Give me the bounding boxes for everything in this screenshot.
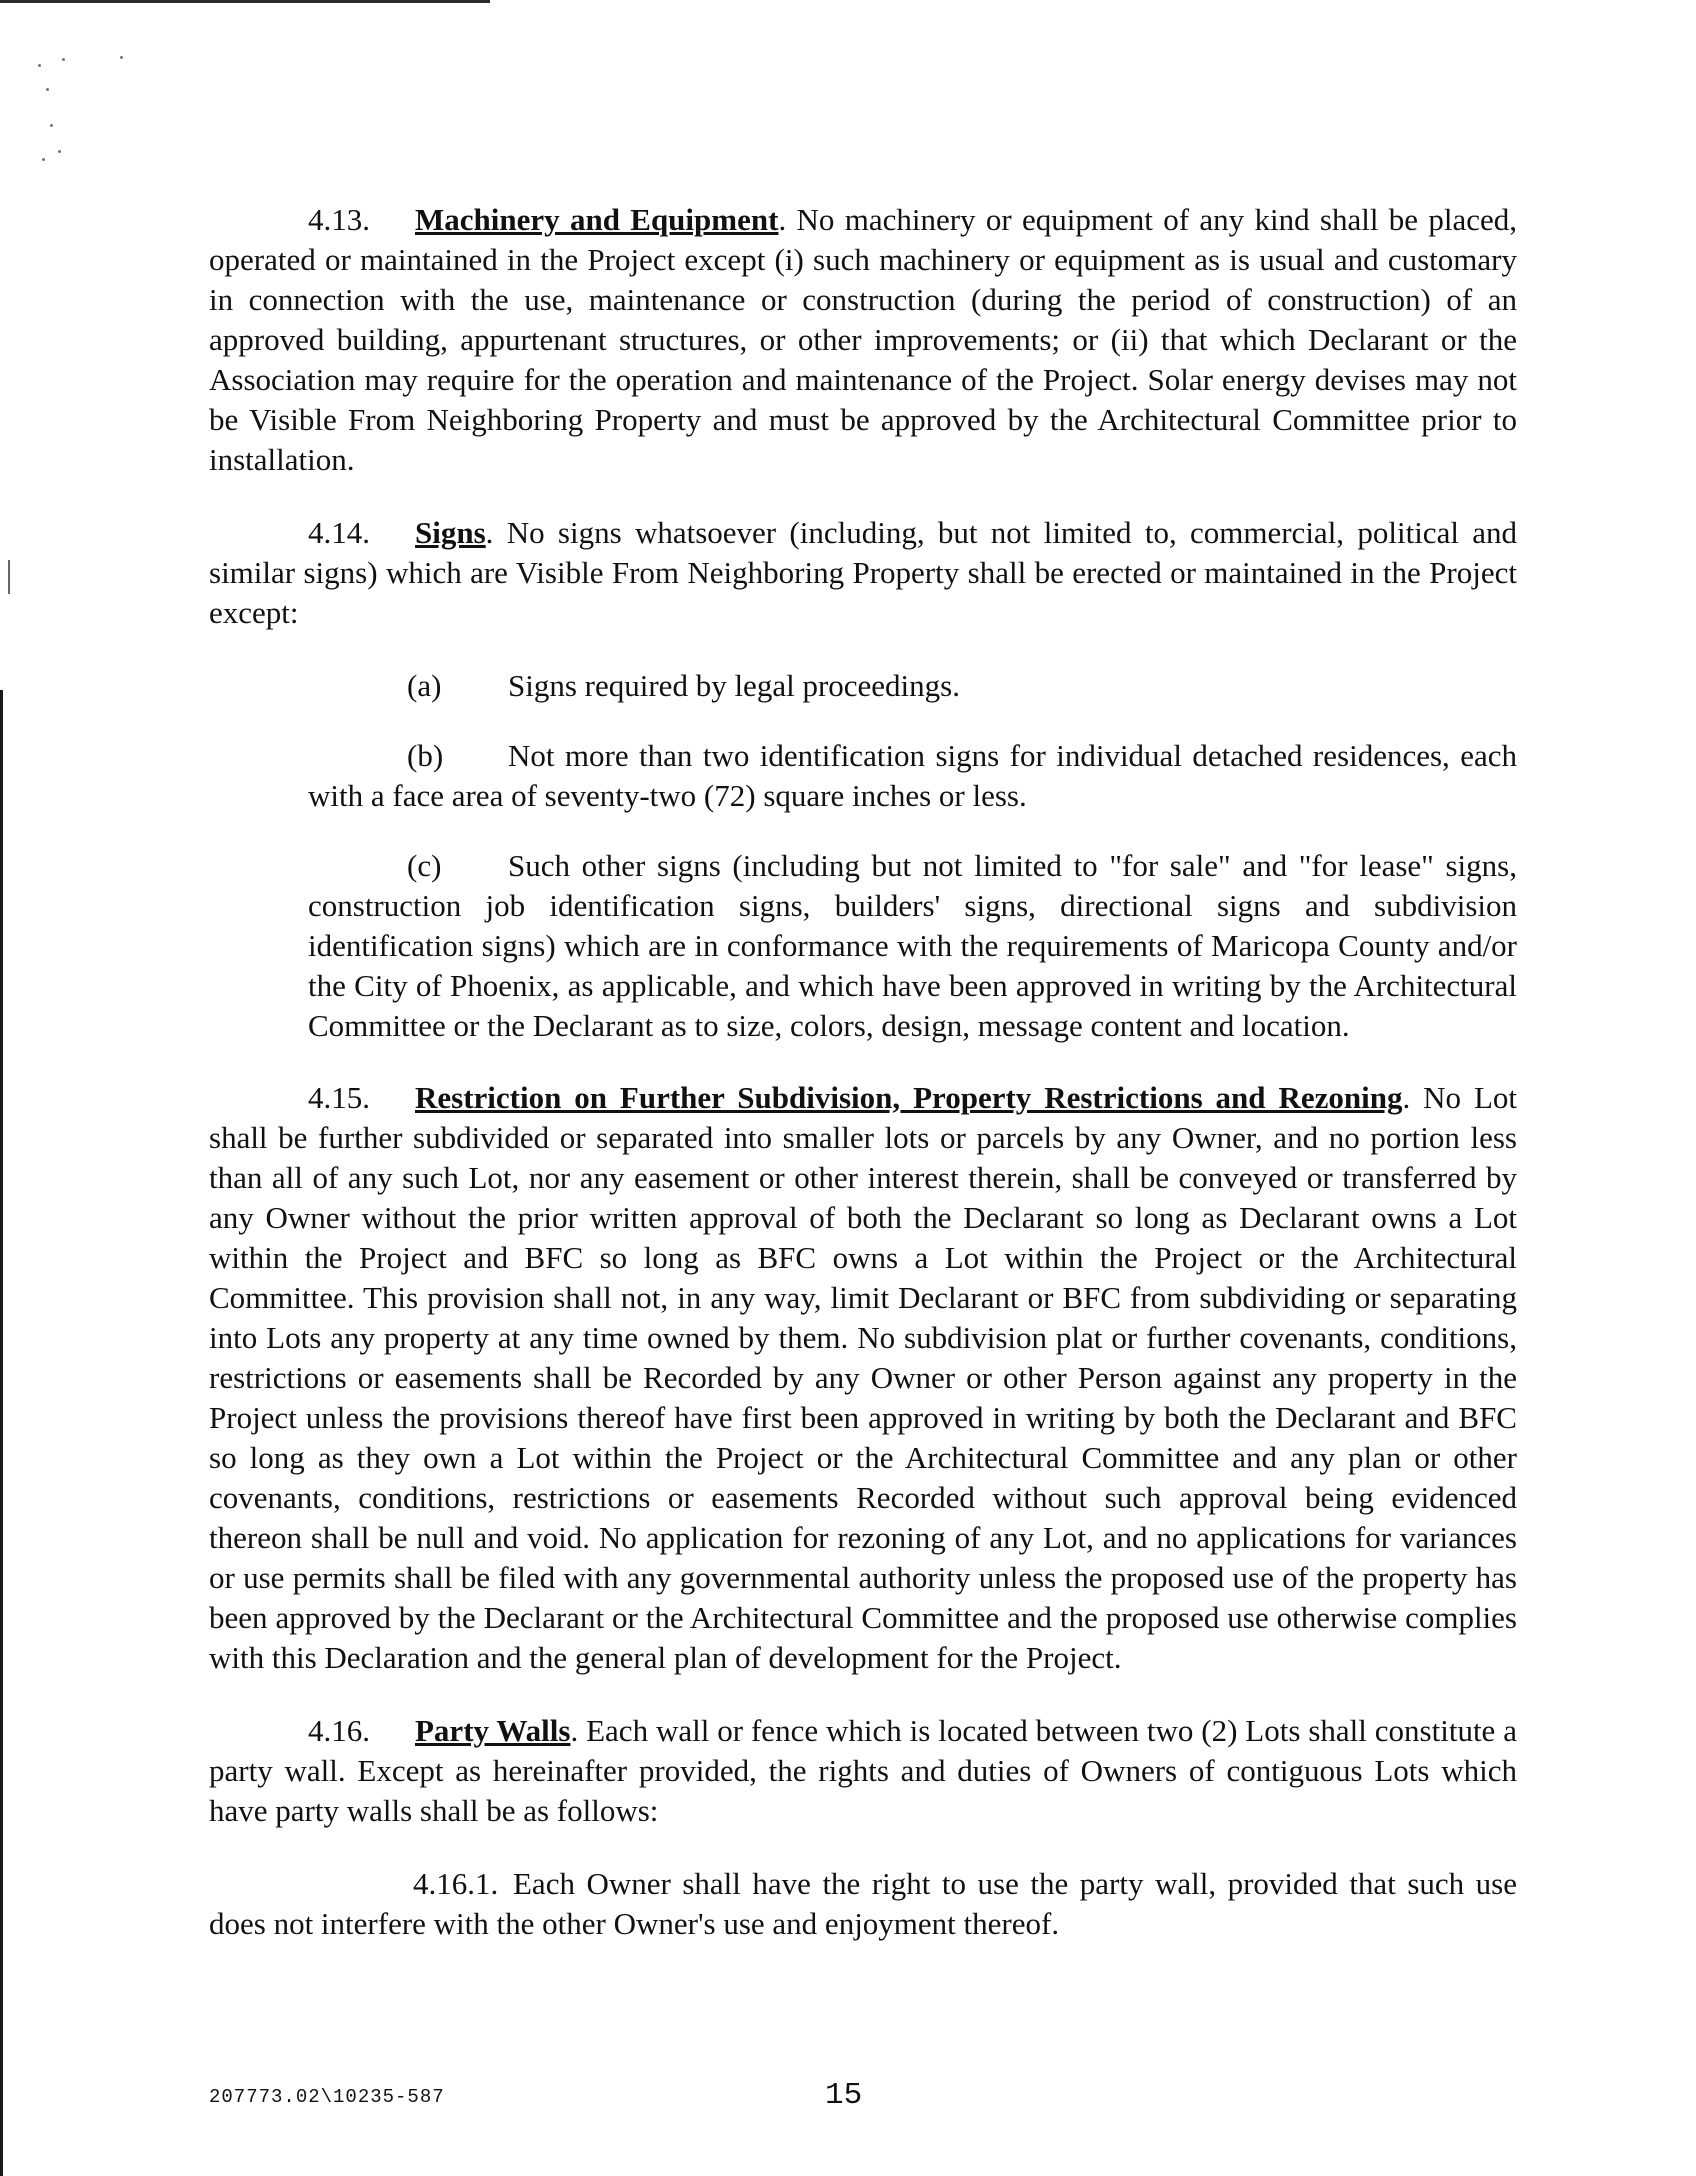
item-text: Not more than two identification signs for individual detached residences, each with a face area of seventy-two (72) square inches or less.	[308, 738, 1517, 813]
scan-speck	[42, 158, 45, 161]
section-number: 4.14.	[308, 515, 370, 550]
section-4-16	[209, 1711, 1517, 1831]
item-text: Such other signs (including but not limited to "for sale" and "for lease" signs, construction job identification signs, builders' signs, directional signs and subdivision identification signs) which are in conformance with the requirements of Maricopa County and/or the City of Phoenix, as applicable, and which have been approved in writing by the Architectural Committee or the Declarant as to size, colors, design, message content and location.	[308, 848, 1517, 1043]
sign-item-b	[308, 736, 1517, 816]
section-4-14	[209, 513, 1517, 633]
scan-edge-top	[0, 0, 490, 3]
section-heading: Party Walls	[415, 1713, 571, 1748]
scan-speck	[46, 88, 49, 91]
section-text: . No signs whatsoever (including, but not limited to, commercial, political and similar signs) which are Visible From Neighboring Property shall be erected or maintained in the Project except:	[209, 515, 1517, 630]
section-heading: Machinery and Equipment	[415, 202, 779, 237]
section-text: Each Owner shall have the right to use the party wall, provided that such use does not interfere with the other Owner's use and enjoyment thereof.	[209, 1866, 1517, 1941]
sign-item-a	[308, 666, 1517, 706]
item-label: (c)	[407, 848, 442, 883]
section-heading: Signs	[415, 515, 486, 550]
item-text: Signs required by legal proceedings.	[508, 668, 960, 703]
item-label: (b)	[407, 738, 444, 773]
scan-speck	[120, 56, 123, 59]
sign-item-c	[308, 846, 1517, 1046]
item-label: (a)	[407, 668, 442, 703]
section-4-15	[209, 1078, 1517, 1678]
scan-speck	[38, 64, 41, 67]
page-number: 15	[825, 2078, 863, 2113]
scan-mark	[8, 560, 10, 594]
section-heading: Restriction on Further Subdivision, Property Restrictions and Rezoning	[415, 1080, 1403, 1115]
document-body	[209, 200, 1517, 1944]
section-number: 4.13.	[308, 202, 370, 237]
section-text: . No Lot shall be further subdivided or separated into smaller lots or parcels by any Owner, and no portion less than all of any such Lot, nor any easement or other interest therein, shall be conveyed or transferred by any Owner without the prior written approval of both the Declarant so long as Declarant owns a Lot within the Project and BFC so long as BFC owns a Lot within the Project or the Architectural Committee. This provision shall not, in any way, limit Declarant or BFC from subdividing or separating into Lots any property at any time owned by them. No subdivision plat or further covenants, conditions, restrictions or easements shall be Recorded by any Owner or other Person against any property in the Project unless the provisions thereof have first been approved in writing by both the Declarant and BFC so long as they own a Lot within the Project or the Architectural Committee and any plan or other covenants, conditions, restrictions or easements Recorded without such approval being evidenced thereon shall be null and void. No application for rezoning of any Lot, and no applications for variances or use permits shall be filed with any governmental authority unless the proposed use of the property has been approved by the Declarant or the Architectural Committee and the proposed use otherwise complies with this Declaration and the general plan of development for the Project.	[209, 1080, 1517, 1675]
scan-speck	[62, 58, 65, 61]
document-id: 207773.02\10235-587	[209, 2086, 445, 2108]
section-4-13	[209, 200, 1517, 480]
section-text: . Each wall or fence which is located between two (2) Lots shall constitute a party wall. Except as hereinafter provided, the rights and duties of Owners of contiguous Lots which have party walls shall be as follows:	[209, 1713, 1517, 1828]
section-text: . No machinery or equipment of any kind shall be placed, operated or maintained in the Project except (i) such machinery or equipment as is usual and customary in connection with the use, maintenance or construction (during the period of construction) of an approved building, appurtenant structures, or other improvements; or (ii) that which Declarant or the Association may require for the operation and maintenance of the Project. Solar energy devises may not be Visible From Neighboring Property and must be approved by the Architectural Committee prior to installation.	[209, 202, 1517, 477]
scan-edge-left	[0, 690, 3, 2176]
scan-speck	[58, 150, 61, 153]
section-4-16-1	[209, 1864, 1517, 1944]
section-number: 4.16.1.	[413, 1866, 499, 1901]
section-number: 4.15.	[308, 1080, 370, 1115]
scan-speck	[50, 124, 53, 127]
section-number: 4.16.	[308, 1713, 370, 1748]
